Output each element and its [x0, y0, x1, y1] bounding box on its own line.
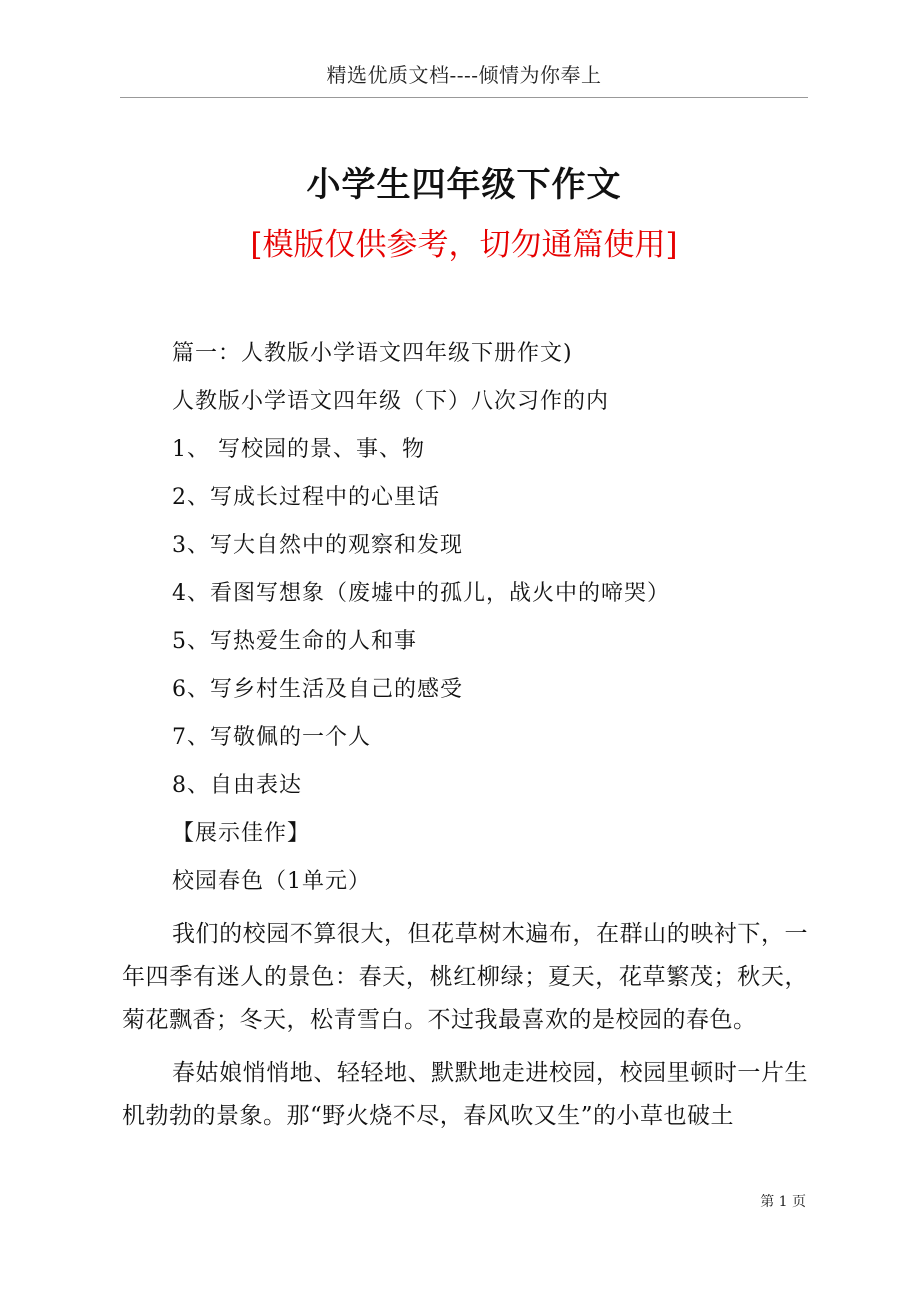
document-subtitle: [模版仅供参考，切勿通篇使用] [250, 227, 678, 263]
list-item: 4、看图写想象（废墟中的孤儿，战火中的啼哭） [172, 581, 670, 606]
page-number: 第 1 页 [760, 1194, 806, 1210]
section-heading: 篇一：人教版小学语文四年级下册作文) [172, 341, 573, 366]
list-item: 5、写热爱生命的人和事 [172, 629, 417, 654]
showcase-heading: 【展示佳作】 [172, 821, 311, 846]
page-header: 精选优质文档----倾情为你奉上 [120, 60, 808, 98]
list-item: 1、 写校园的景、事、物 [172, 437, 425, 462]
list-item: 7、写敬佩的一个人 [172, 725, 371, 750]
essay-title: 校园春色（1单元） [172, 869, 371, 894]
list-item: 8、自由表达 [172, 773, 302, 798]
essay-paragraph: 我们的校园不算很大，但花草树木遍布，在群山的映衬下，一年四季有迷人的景色：春天，桃红柳绿；夏天，花草繁茂；秋天，菊花飘香；冬天，松青雪白。不过我最喜欢的是校园的春色。 [122, 921, 808, 1033]
essay-paragraph: 春姑娘悄悄地、轻轻地、默默地走进校园，校园里顿时一片生机勃勃的景象。那“野火烧不尽，春风吹又生”的小草也破土 [122, 1060, 808, 1129]
list-item: 2、写成长过程中的心里话 [172, 485, 440, 510]
outline-list [172, 330, 812, 906]
document-title: 小学生四年级下作文 [306, 165, 622, 205]
list-item: 3、写大自然中的观察和发现 [172, 533, 463, 558]
intro-line: 人教版小学语文四年级（下）八次习作的内 [172, 389, 610, 414]
list-item: 6、写乡村生活及自己的感受 [172, 677, 463, 702]
